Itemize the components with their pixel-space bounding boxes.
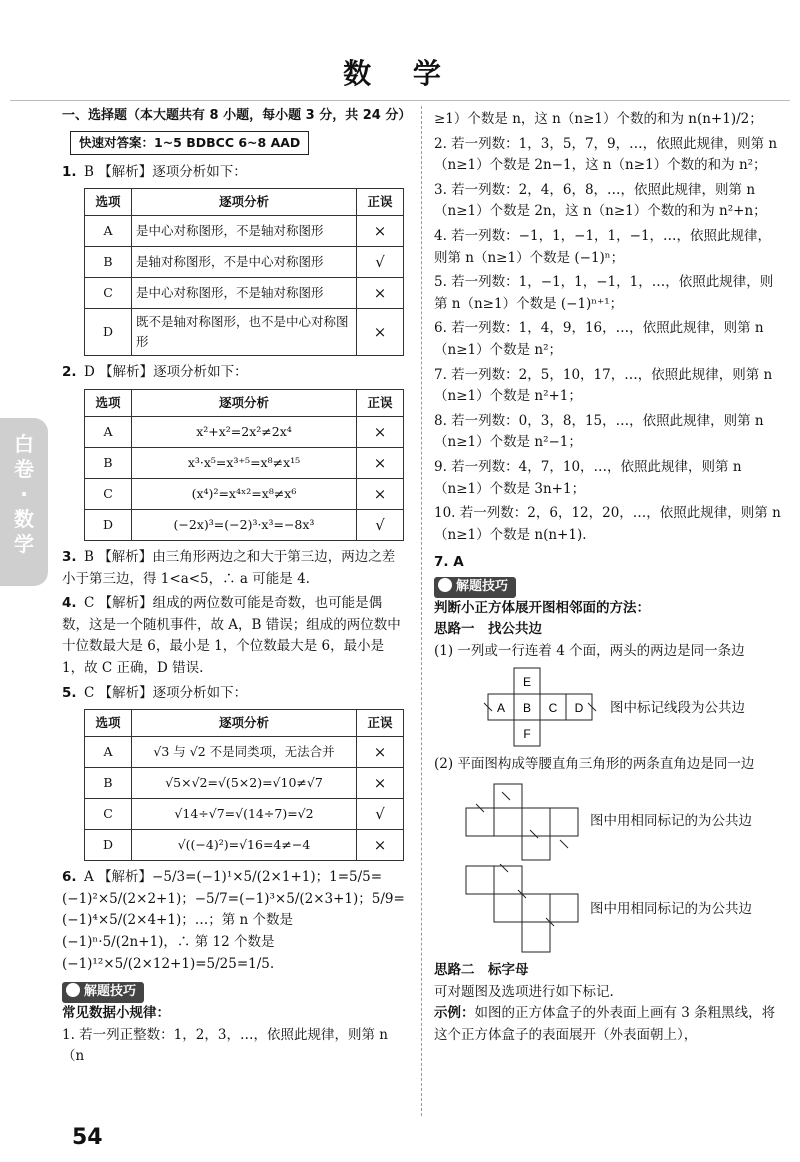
table-cell: C — [85, 278, 132, 309]
tip-label: 解题技巧 — [84, 984, 137, 1000]
table-cell: A — [85, 737, 132, 768]
idea-1-point-1: (1) 一列或一行连着 4 个面，两头的两边是同一条边 — [434, 642, 745, 659]
table-cell: √((−4)²)=√16=4≠−4 — [132, 830, 357, 861]
net-letter: A — [496, 701, 506, 716]
table-header: 逐项分析 — [132, 710, 357, 737]
net-letter: E — [522, 675, 532, 690]
question-text: B 【解析】由三角形两边之和大于第三边，两边之差小于第三边，得 1<a<5，∴ a 可能是 4. — [62, 548, 396, 587]
table-cell: √5×√2=√(5×2)=√10≠√7 — [132, 768, 357, 799]
rule-item: 7. 若一列数：2，5，10，17，…，依照此规律，则第 n（n≥1）个数是 n²+1； — [434, 366, 773, 405]
table-cell: 是中心对称图形，不是轴对称图形 — [132, 278, 357, 309]
table-cell: 既不是轴对称图形，也不是中心对称图形 — [132, 309, 357, 356]
net-3-caption: 图中用相同标记的为公共边 — [590, 901, 752, 918]
table-header: 正误 — [357, 389, 404, 416]
question-head: C 【解析】逐项分析如下： — [84, 684, 248, 701]
rule-item: 8. 若一列数：0，3，8，15，…，依照此规律，则第 n（n≥1）个数是 n²−1； — [434, 412, 764, 451]
table-cell: 是中心对称图形，不是轴对称图形 — [132, 216, 357, 247]
left-column — [62, 106, 412, 1068]
quick-answers-box: 快速对答案：1~5 BDBCC 6~8 AAD — [70, 131, 309, 155]
question-text: C 【解析】组成的两位数可能是奇数，也可能是偶数，这是一个随机事件，故 A，B 错误；组成的两位数中十位数最大是 6，最小是 1，个位数最大是 6，最小是 1，故 C 正确，D 错误. — [62, 595, 401, 676]
net-2-caption: 图中用相同标记的为公共边 — [590, 813, 752, 830]
question-head: B 【解析】逐项分析如下： — [84, 163, 247, 180]
table-row — [85, 768, 404, 799]
table-cell: (−2x)³=(−2)³·x³=−8x³ — [132, 509, 357, 540]
mark-cell: × — [357, 309, 404, 356]
analysis-table-q1 — [84, 188, 404, 356]
question-number: 3. — [62, 548, 77, 565]
cube-net-3 — [464, 864, 584, 956]
section-heading: 一、选择题（本大题共有 8 小题，每小题 3 分，共 24 分） — [62, 108, 412, 123]
net-letter: B — [522, 701, 532, 716]
example-label: 示例： — [434, 1005, 475, 1022]
mark-cell: √ — [357, 247, 404, 278]
table-header: 选项 — [85, 710, 132, 737]
table-header: 选项 — [85, 189, 132, 216]
mark-cell: × — [357, 768, 404, 799]
table-row — [85, 309, 404, 356]
idea-1-point-2: (2) 平面图构成等腰直角三角形的两条直角边是同一边 — [434, 756, 755, 773]
table-cell: (x⁴)²=x⁴ˣ²=x⁸≠x⁶ — [132, 478, 357, 509]
question-number: 2. — [62, 364, 77, 381]
table-row — [85, 447, 404, 478]
question-head: D 【解析】逐项分析如下： — [84, 364, 248, 381]
rule-1-end: ≥1）个数是 n，这 n（n≥1）个数的和为 n(n+1)/2； — [434, 111, 763, 127]
table-row — [85, 509, 404, 540]
mark-cell: × — [357, 737, 404, 768]
mark-cell: × — [357, 478, 404, 509]
table-cell: D — [85, 309, 132, 356]
table-cell: √3 与 √2 不是同类项，无法合并 — [132, 737, 357, 768]
example-text: 如图的正方体盒子的外表面上画有 3 条粗黑线，将这个正方体盒子的表面展开（外表面朝上）， — [434, 1005, 776, 1043]
idea-1-heading: 思路一 找公共边 — [434, 621, 542, 638]
idea-2-heading: 思路二 标字母 — [434, 962, 529, 979]
tip-label: 解题技巧 — [456, 578, 509, 594]
rule-1-start: 1. 若一列正整数：1，2，3，…，依照此规律，则第 n（n — [62, 1026, 388, 1065]
table-row — [85, 278, 404, 309]
cube-net-2 — [464, 782, 584, 862]
question-number: 5. — [62, 684, 77, 701]
table-header: 选项 — [85, 389, 132, 416]
table-row — [85, 799, 404, 830]
idea-2-text: 可对题图及选项进行如下标记. — [434, 983, 614, 1000]
tip-badge — [62, 982, 144, 1003]
question-number: 4. — [62, 595, 77, 612]
net-letter: C — [548, 701, 558, 716]
mark-cell: × — [357, 216, 404, 247]
question-1 — [62, 162, 406, 184]
table-row — [85, 830, 404, 861]
mark-cell: × — [357, 416, 404, 447]
table-cell: A — [85, 416, 132, 447]
cube-net-cross — [474, 666, 606, 750]
net-1-caption: 图中标记线段为公共边 — [610, 699, 745, 716]
table-row — [85, 216, 404, 247]
mark-cell: × — [357, 830, 404, 861]
rule-item: 6. 若一列数：1，4，9，16，…，依照此规律，则第 n（n≥1）个数是 n²； — [434, 320, 764, 358]
rules-title: 常见数据小规律： — [62, 1004, 170, 1021]
table-cell: x³·x⁵=x³⁺⁵=x⁸≠x¹⁵ — [132, 447, 357, 478]
title-divider — [10, 100, 790, 101]
table-cell: 是轴对称图形，不是中心对称图形 — [132, 247, 357, 278]
tip-badge — [434, 577, 516, 598]
question-number: 1. — [62, 163, 77, 180]
table-header: 逐项分析 — [132, 389, 357, 416]
table-cell: C — [85, 799, 132, 830]
table-header-row — [85, 189, 404, 216]
rule-item: 3. 若一列数：2，4，6，8，…，依照此规律，则第 n（n≥1）个数是 2n，这 n（n≥1）个数的和为 n²+n； — [434, 181, 767, 220]
question-6 — [62, 867, 406, 975]
table-row — [85, 737, 404, 768]
analysis-table-q5 — [84, 709, 404, 861]
net-2 — [464, 782, 784, 862]
question-3 — [62, 547, 406, 590]
table-cell: C — [85, 478, 132, 509]
key-icon — [438, 578, 452, 592]
table-cell: D — [85, 830, 132, 861]
analysis-table-q2 — [84, 389, 404, 541]
table-row — [85, 247, 404, 278]
table-cell: √14÷√7=√(14÷7)=√2 — [132, 799, 357, 830]
table-header-row — [85, 710, 404, 737]
rule-item: 5. 若一列数：1，−1，1，−1，1，…，依照此规律，则第 n（n≥1）个数是 (−1)ⁿ⁺¹； — [434, 274, 774, 312]
question-2 — [62, 362, 406, 384]
method-title: 判断小正方体展开图相邻面的方法： — [434, 599, 650, 616]
table-cell: B — [85, 247, 132, 278]
rule-item: 10. 若一列数：2，6，12，20，…，依照此规律，则第 n（n≥1）个数是 n(n+1). — [434, 505, 781, 543]
net-3 — [464, 864, 784, 956]
rule-item: 4. 若一列数：−1，1，−1，1，−1，…，依照此规律，则第 n（n≥1）个数是 (−1)ⁿ； — [434, 227, 772, 266]
key-icon — [66, 983, 80, 997]
page-number: 54 — [72, 1125, 103, 1150]
example — [434, 1003, 784, 1046]
mark-cell: √ — [357, 509, 404, 540]
table-cell: B — [85, 768, 132, 799]
right-column — [434, 106, 784, 1046]
rule-item: 9. 若一列数：4，7，10，…，依照此规律，则第 n（n≥1）个数是 3n+1； — [434, 458, 742, 497]
question-5 — [62, 683, 406, 705]
table-header: 逐项分析 — [132, 189, 357, 216]
table-cell: D — [85, 509, 132, 540]
mark-cell: × — [357, 278, 404, 309]
question-4 — [62, 593, 406, 679]
table-header-row — [85, 389, 404, 416]
table-header: 正误 — [357, 189, 404, 216]
mark-cell: × — [357, 447, 404, 478]
net-letter: F — [523, 727, 531, 742]
table-cell: x²+x²=2x²≠2x⁴ — [132, 416, 357, 447]
page-title: 数 学 — [343, 57, 457, 90]
column-divider — [421, 106, 422, 1116]
table-header: 正误 — [357, 710, 404, 737]
question-text: A 【解析】−5/3=(−1)¹×5/(2×1+1)；1=5/5=(−1)²×5/(2×2+1)；−5/7=(−1)³×5/(2×3+1)；5/9=(−1)⁴×5/(2×4+1)；…；第 n 个数是 (−1)ⁿ·5/(2n+1)，∴ 第 12 个数是 (−1)¹²×5/(2×12+1)=5/25=1/5. — [62, 869, 405, 972]
net-letter: D — [574, 701, 584, 716]
question-7: 7. A — [434, 554, 464, 571]
rule-item: 2. 若一列数：1，3，5，7，9，…，依照此规律，则第 n（n≥1）个数是 2n−1，这 n（n≥1）个数的和为 n²； — [434, 135, 778, 174]
mark-cell: √ — [357, 799, 404, 830]
net-1 — [474, 666, 784, 750]
table-cell: B — [85, 447, 132, 478]
table-row — [85, 478, 404, 509]
table-cell: A — [85, 216, 132, 247]
table-row — [85, 416, 404, 447]
side-tab-label: 白卷·数学 — [14, 432, 34, 556]
question-number: 6. — [62, 869, 77, 886]
